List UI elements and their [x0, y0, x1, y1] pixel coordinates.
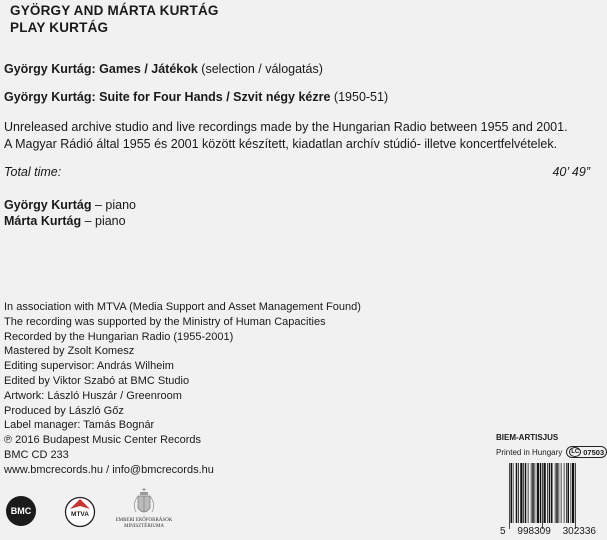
total-time-label: Total time:	[4, 165, 62, 179]
barcode-digit-group-2: 302336	[562, 526, 596, 537]
performer-1	[4, 198, 136, 212]
barcode-bar	[516, 463, 518, 523]
barcode-bar	[513, 463, 514, 523]
mtva-logo	[64, 496, 96, 528]
lc-icon: LC	[571, 449, 580, 455]
barcode-digits	[500, 526, 596, 537]
credit-line: The recording was supported by the Ministry of Human Capacities	[4, 315, 326, 328]
barcode-bar	[509, 463, 510, 529]
barcode-bar	[518, 463, 519, 523]
barcode-bar	[556, 463, 558, 523]
mtva-logo-text: MTVA	[71, 511, 89, 518]
barcode-bar	[559, 463, 560, 523]
barcode-bar	[525, 463, 527, 523]
barcode-bar	[575, 463, 576, 529]
label-code-badge	[566, 446, 607, 458]
barcode-bar	[568, 463, 570, 523]
work-1-title: György Kurtág: Games / Játékok	[4, 62, 198, 76]
barcode-bar	[566, 463, 567, 523]
barcode-bar	[551, 463, 553, 523]
work-2	[4, 90, 388, 104]
album-title-line-2: PLAY KURTÁG	[10, 20, 109, 35]
barcode-bar	[532, 463, 534, 523]
barcode-bar	[537, 463, 539, 523]
biem-artisjus-label: BIEM-ARTISJUS	[496, 433, 559, 442]
barcode-bar	[555, 463, 556, 523]
barcode-bar	[520, 463, 522, 523]
credit-line: Artwork: László Huszár / Greenroom	[4, 389, 182, 402]
ministry-name-line-1: EMBERI ERŐFORRÁSOK	[115, 518, 173, 523]
website-link: www.bmcrecords.hu / info@bmcrecords.hu	[4, 463, 214, 476]
ministry-logo	[105, 486, 183, 538]
barcode-bar	[523, 463, 524, 523]
album-title-line-1: GYÖRGY AND MÁRTA KURTÁG	[10, 3, 219, 18]
barcode-bar	[540, 463, 542, 523]
credit-line: Recorded by the Hungarian Radio (1955-2001)	[4, 330, 234, 343]
credit-line: Edited by Viktor Szabó at BMC Studio	[4, 374, 190, 387]
credit-line: Editing supervisor: András Wilheim	[4, 360, 174, 373]
performer-1-name: György Kurtág	[4, 198, 92, 212]
barcode-bar	[572, 463, 574, 523]
barcode-bar	[544, 463, 546, 523]
label-code: 07503	[583, 447, 605, 457]
credit-line: Mastered by Zsolt Komesz	[4, 345, 135, 358]
work-1	[4, 62, 323, 76]
barcode-bar	[549, 463, 551, 523]
barcode-bar	[542, 463, 543, 529]
barcode-bar	[531, 463, 532, 523]
ministry-name-line-2: MINISZTÉRIUMA	[124, 524, 164, 529]
barcode-bar	[511, 463, 513, 523]
work-2-note: (1950-51)	[330, 90, 389, 104]
catalog-number: BMC CD 233	[4, 448, 69, 461]
barcode-bar	[561, 463, 562, 523]
barcode-bar	[528, 463, 529, 523]
performer-2-name: Márta Kurtág	[4, 214, 82, 228]
credit-line: ℗ 2016 Budapest Music Center Records	[4, 434, 202, 447]
printed-in-row	[496, 446, 607, 458]
description-english: Unreleased archive studio and live recordings made by the Hungarian Radio between 1955 and 2001.	[4, 120, 568, 134]
performer-2-role: – piano	[81, 214, 126, 228]
work-2-title: György Kurtág: Suite for Four Hands / Szvit négy kézre	[4, 90, 331, 104]
barcode	[500, 463, 596, 529]
performer-1-role: – piano	[91, 198, 136, 212]
credit-line: Label manager: Tamás Bognár	[4, 419, 155, 432]
barcode-bar	[571, 463, 572, 523]
description-hungarian: A Magyar Rádió által 1955 és 2001 között készített, kiadatlan archív stúdió- illetve koncertfelvételek.	[4, 137, 558, 151]
total-time-value: 40’ 49”	[552, 165, 590, 179]
performer-2	[4, 214, 126, 228]
barcode-digit-group-1: 998309	[517, 526, 551, 537]
credits-list	[4, 300, 361, 478]
barcode-bar	[547, 463, 548, 523]
barcode-digit-prefix: 5	[500, 526, 506, 537]
printed-in-label: Printed in Hungary	[496, 447, 563, 457]
work-1-note: (selection / válogatás)	[197, 62, 323, 76]
credit-line: Produced by László Gőz	[4, 404, 124, 417]
barcode-bar	[535, 463, 536, 523]
bmc-logo: BMC	[6, 496, 36, 526]
barcode-bar	[564, 463, 565, 523]
credit-line: In association with MTVA (Media Support and Asset Management Found)	[4, 301, 361, 313]
